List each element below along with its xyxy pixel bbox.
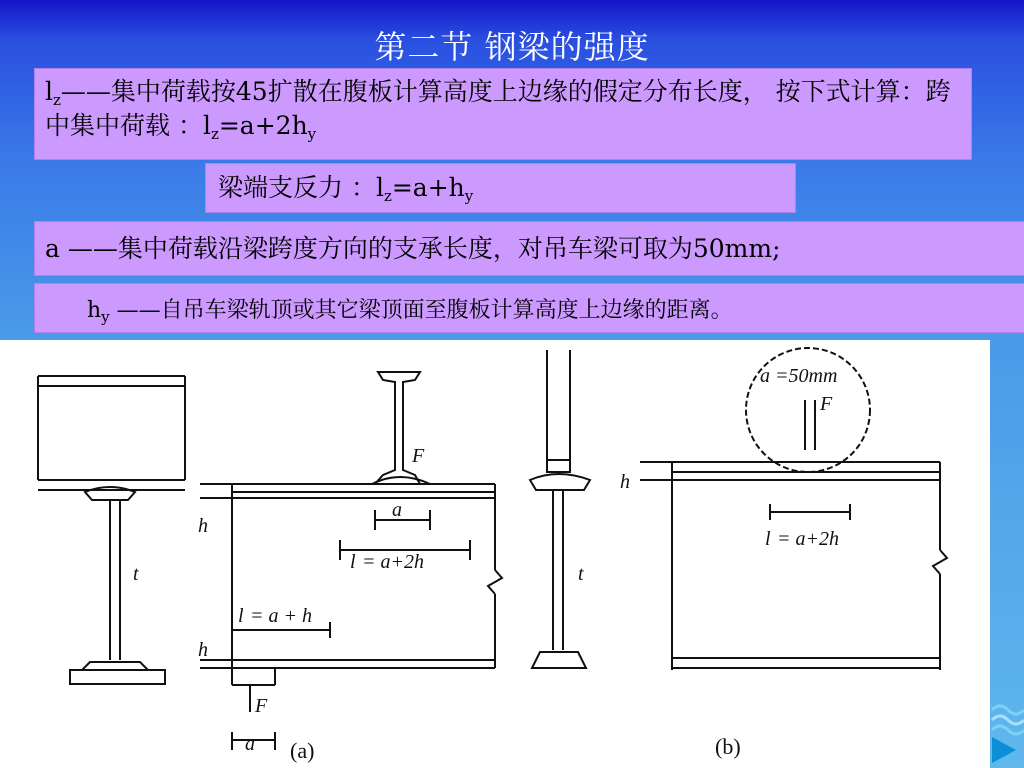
definition-lz-box	[34, 68, 972, 160]
label-tw-a: t	[133, 563, 139, 585]
support-formula: =a+h	[391, 173, 465, 202]
label-a-bottom: a	[245, 733, 255, 755]
support-reaction-text: 梁端支反力 ：l	[218, 173, 384, 202]
support-reaction-box	[205, 163, 796, 213]
label-a-top: a	[392, 499, 402, 521]
label-lz-mid: l	[350, 551, 356, 573]
lz-formula-midspan: =a+2h	[218, 111, 308, 140]
label-force-b: F	[820, 393, 833, 415]
beam-diagram	[0, 340, 990, 768]
hy-definition-text: ——自吊车梁轨顶或其它梁顶面至腹板计算高度上边缘的距离。	[109, 298, 733, 323]
label-fig-b: (b)	[715, 734, 741, 759]
definition-a-box	[34, 221, 1024, 276]
lz-definition-text: ——集中荷载按45扩散在腹板计算高度上边缘的假定分布长度， 按下式计算：跨中集中荷载 ：l	[45, 77, 951, 140]
support-sub-y: y	[464, 187, 474, 205]
lz-symbol: l	[45, 77, 53, 106]
label-hy-top: h	[198, 515, 208, 537]
hy-sub: y	[101, 308, 110, 326]
slide-title: 第二节 钢梁的强度	[374, 28, 650, 66]
beam-diagram-svg	[0, 340, 990, 768]
label-force-a: F	[412, 445, 425, 467]
definition-hy-box	[34, 283, 1024, 333]
label-lz-mid-eq: = a+2h	[362, 551, 424, 573]
label-tw-b: t	[578, 563, 584, 585]
label-hy-b: h	[620, 471, 630, 493]
label-lz-b: l	[765, 528, 771, 550]
hy-symbol: h	[87, 298, 102, 323]
label-lz-end-eq: = a + h	[250, 605, 312, 627]
label-lz-end: l	[238, 605, 244, 627]
definition-a-text: a ——集中荷载沿梁跨度方向的支承长度，对吊车梁可取为50mm;	[45, 234, 781, 263]
label-hy-bottom: h	[198, 639, 208, 661]
lz-sub: z	[53, 91, 61, 109]
label-lz-b-eq: = a+2h	[777, 528, 839, 550]
label-fig-a: (a)	[290, 738, 315, 763]
lz-formula-sub-y: y	[307, 125, 317, 143]
support-sub-z: z	[383, 187, 392, 205]
label-a50: a =50mm	[760, 365, 838, 387]
next-slide-button[interactable]	[992, 737, 1016, 763]
lz-formula-sub-z: z	[210, 125, 219, 143]
label-force-end: F	[255, 695, 268, 717]
